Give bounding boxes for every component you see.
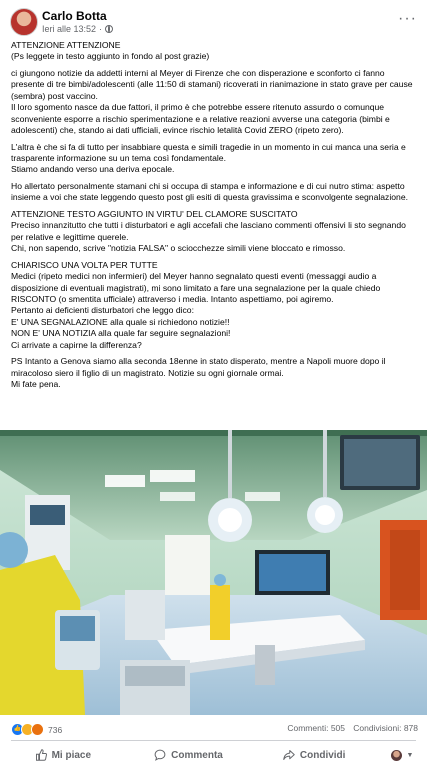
post-stats [0, 720, 427, 740]
actions-divider [11, 740, 416, 741]
comment-button[interactable] [126, 742, 252, 768]
comment-label: Commenta [171, 749, 223, 761]
user-avatar [391, 750, 402, 761]
shares-count[interactable]: Condivisioni: 878 [353, 723, 418, 733]
operating-room-image [0, 430, 427, 715]
chevron-down-icon: ▼ [406, 751, 414, 759]
comments-count[interactable]: Commenti: 505 [287, 723, 345, 733]
reactions-summary[interactable] [11, 723, 62, 736]
post-text [11, 40, 419, 396]
paragraph-3: L'altra è che si fa di tutto per insabbiare questa e simili tragedie in un momento in cui manca una seria e trasparente informazione su un tema così fondamentale. Stiamo andando verso una deriva epocale. [11, 141, 406, 175]
paragraph-4: Ho allertato personalmente stamani chi si occupa di stampa e informazione e di cui nutro stima: aspetto insieme a voi che state leggendo questo post gli esiti di questa gravissima e sconvolgente segnalazione. [11, 181, 408, 203]
meta-separator: · [99, 24, 103, 34]
paragraph-1: ATTENZIONE ATTENZIONE (Ps leggete in testo aggiunto in fondo al post grazie) [11, 40, 210, 62]
like-label: Mi piace [51, 749, 92, 761]
paragraph-2: ci giungono notizie da addetti interni al Meyer di Firenze che con disperazione e sconforto ci fanno presente di tre bimbi/adolescenti (alle 11:50 di stamani) ricoverati in rianimazione in stato grave per cause (sembra) post vaccino. Il loro sgomento nasce da due fattori, il primo è che potrebbe essere ritenuto assurdo o comunque sconveniente esporre a rischio sperimentazione e a relative reazioni avverse una categoria (bimbi e adolescenti) che, stando ai dati ufficiali, evince rischio letalità Covid ZERO (ripeto zero). [11, 68, 413, 136]
post-meta [42, 24, 113, 34]
more-options-button[interactable]: ··· [398, 10, 417, 27]
paragraph-7: PS Intanto a Genova siamo alla seconda 18enne in stato disperato, mentre a Napoli muore dopo il miracoloso siero il figlio di un magistrato. Notizie su ogni giornale ormai. Mi fate pena. [11, 356, 386, 390]
post-actions [0, 742, 427, 768]
share-button[interactable] [251, 742, 377, 768]
share-label: Condividi [299, 749, 346, 761]
author-avatar[interactable] [10, 8, 38, 36]
post-header [10, 8, 417, 38]
comment-icon [154, 749, 166, 761]
paragraph-5: ATTENZIONE TESTO AGGIUNTO IN VIRTU' DEL CLAMORE SUSCITATO Preciso innanzitutto che tutti i disturbatori e agli accefali che lasciano commenti offensivi li sto segnando per relative e legittime querele. Chi, non sapendo, scrive "notizia FALSA" o sciocchezze simili viene bloccato e rimosso. [11, 209, 406, 254]
angry-reaction-icon [31, 723, 44, 736]
reactions-count: 736 [48, 724, 63, 735]
post-time[interactable]: Ieri alle 13:52 [42, 24, 97, 34]
like-button[interactable] [0, 742, 126, 768]
like-icon [35, 749, 47, 761]
react-as-selector[interactable] [377, 742, 427, 768]
globe-icon [105, 25, 113, 33]
author-name[interactable]: Carlo Botta [42, 9, 107, 23]
share-icon [283, 749, 295, 761]
paragraph-6: CHIARISCO UNA VOLTA PER TUTTE Medici (ripeto medici non infermieri) del Meyer hanno segnalato questi eventi (messaggi audio a disposizione di eventuali magistrati), mi sono limitato a fare una segnalazione per la quale chiedo RISCONTO (o smentita ufficiale) attraverso i media. Intanto aspettiamo, poi agiremo. Pertanto ai deficienti disturbatori che leggo dico: E' UNA SEGNALAZIONE alla quale si richiedono notizie!! NON E' UNA NOTIZIA alla quale far seguire segnalazioni! Ci arrivate a capirne la differenza? [11, 259, 381, 350]
post-photo[interactable] [0, 430, 427, 715]
